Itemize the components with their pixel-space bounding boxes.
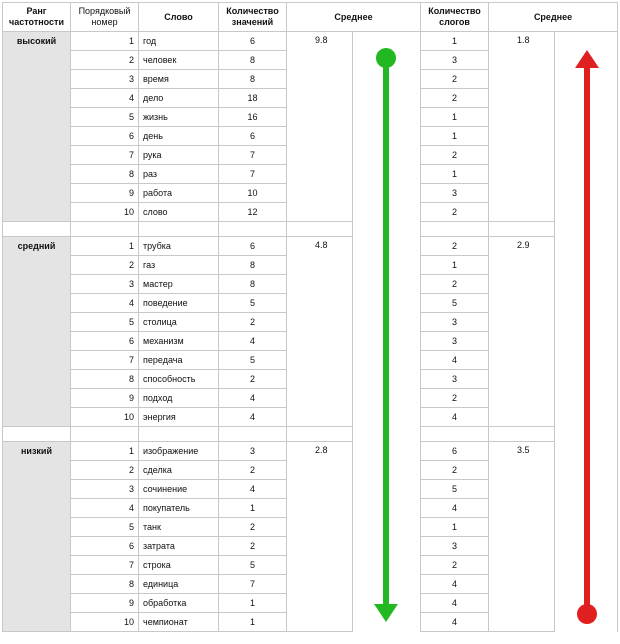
row-word: затрата: [139, 537, 219, 556]
header-syllables: Количество слогов: [421, 3, 489, 32]
table-row: [3, 442, 618, 461]
row-syllables: 4: [421, 594, 489, 613]
row-word: способность: [139, 370, 219, 389]
row-syllables: 5: [421, 480, 489, 499]
row-meanings: 8: [219, 256, 287, 275]
row-index: 9: [71, 389, 139, 408]
table-row: [3, 237, 618, 256]
row-index: 5: [71, 518, 139, 537]
row-syllables: 2: [421, 89, 489, 108]
rank-label: средний: [3, 237, 71, 427]
row-index: 6: [71, 127, 139, 146]
row-meanings: 6: [219, 237, 287, 256]
row-syllables: 5: [421, 294, 489, 313]
row-meanings: 6: [219, 32, 287, 51]
row-index: 2: [71, 256, 139, 275]
row-meanings: 7: [219, 146, 287, 165]
arrow-column: [353, 237, 421, 427]
row-word: передача: [139, 351, 219, 370]
row-word: год: [139, 32, 219, 51]
row-word: столица: [139, 313, 219, 332]
row-index: 4: [71, 499, 139, 518]
row-word: подход: [139, 389, 219, 408]
table-row: [3, 32, 618, 51]
row-index: 3: [71, 275, 139, 294]
arrow-column: [555, 237, 618, 427]
row-meanings: 8: [219, 70, 287, 89]
row-syllables: 3: [421, 332, 489, 351]
row-word: танк: [139, 518, 219, 537]
row-word: сочинение: [139, 480, 219, 499]
row-meanings: 4: [219, 408, 287, 427]
row-word: сделка: [139, 461, 219, 480]
row-meanings: 8: [219, 51, 287, 70]
group-spacer-row: [3, 222, 618, 237]
row-syllables: 1: [421, 165, 489, 184]
row-meanings: 16: [219, 108, 287, 127]
row-index: 3: [71, 70, 139, 89]
row-meanings: 7: [219, 575, 287, 594]
average-syllables: 1.8: [489, 32, 555, 222]
row-index: 5: [71, 313, 139, 332]
header-average-meanings: Среднее: [287, 3, 421, 32]
row-syllables: 1: [421, 32, 489, 51]
row-syllables: 4: [421, 613, 489, 632]
row-index: 9: [71, 184, 139, 203]
row-syllables: 3: [421, 313, 489, 332]
header-index: Порядковый номер: [71, 3, 139, 32]
row-meanings: 7: [219, 165, 287, 184]
row-meanings: 5: [219, 351, 287, 370]
average-syllables: 2.9: [489, 237, 555, 427]
row-syllables: 4: [421, 351, 489, 370]
arrow-column: [555, 442, 618, 632]
row-syllables: 4: [421, 408, 489, 427]
row-meanings: 12: [219, 203, 287, 222]
average-meanings: 9.8: [287, 32, 353, 222]
row-syllables: 2: [421, 389, 489, 408]
row-meanings: 4: [219, 332, 287, 351]
row-word: рука: [139, 146, 219, 165]
row-index: 10: [71, 203, 139, 222]
row-meanings: 5: [219, 294, 287, 313]
row-word: дело: [139, 89, 219, 108]
rank-label: высокий: [3, 32, 71, 222]
row-meanings: 5: [219, 556, 287, 575]
row-index: 1: [71, 32, 139, 51]
row-index: 4: [71, 89, 139, 108]
row-meanings: 8: [219, 275, 287, 294]
row-syllables: 2: [421, 237, 489, 256]
row-index: 6: [71, 537, 139, 556]
row-meanings: 2: [219, 313, 287, 332]
row-syllables: 3: [421, 537, 489, 556]
row-index: 4: [71, 294, 139, 313]
group-spacer-row: [3, 427, 618, 442]
row-index: 2: [71, 51, 139, 70]
average-meanings: 4.8: [287, 237, 353, 427]
row-word: человек: [139, 51, 219, 70]
row-index: 1: [71, 442, 139, 461]
row-syllables: 2: [421, 70, 489, 89]
row-meanings: 4: [219, 480, 287, 499]
row-meanings: 6: [219, 127, 287, 146]
row-word: изображение: [139, 442, 219, 461]
row-index: 10: [71, 408, 139, 427]
row-meanings: 10: [219, 184, 287, 203]
row-syllables: 3: [421, 370, 489, 389]
average-meanings: 2.8: [287, 442, 353, 632]
row-index: 10: [71, 613, 139, 632]
row-word: строка: [139, 556, 219, 575]
arrow-column: [353, 32, 421, 222]
row-syllables: 1: [421, 518, 489, 537]
row-syllables: 1: [421, 256, 489, 275]
row-word: день: [139, 127, 219, 146]
row-word: время: [139, 70, 219, 89]
row-index: 7: [71, 146, 139, 165]
row-syllables: 4: [421, 499, 489, 518]
row-word: жизнь: [139, 108, 219, 127]
row-word: механизм: [139, 332, 219, 351]
row-meanings: 1: [219, 613, 287, 632]
row-word: газ: [139, 256, 219, 275]
row-word: работа: [139, 184, 219, 203]
row-word: слово: [139, 203, 219, 222]
row-syllables: 4: [421, 575, 489, 594]
row-index: 3: [71, 480, 139, 499]
row-index: 2: [71, 461, 139, 480]
header-word: Слово: [139, 3, 219, 32]
row-index: 7: [71, 351, 139, 370]
arrow-column: [353, 442, 421, 632]
row-word: обработка: [139, 594, 219, 613]
row-word: чемпионат: [139, 613, 219, 632]
row-index: 8: [71, 165, 139, 184]
row-index: 5: [71, 108, 139, 127]
arrow-column: [555, 32, 618, 222]
row-meanings: 2: [219, 461, 287, 480]
row-syllables: 2: [421, 556, 489, 575]
row-word: раз: [139, 165, 219, 184]
row-word: трубка: [139, 237, 219, 256]
header-average-syllables: Среднее: [489, 3, 618, 32]
row-index: 8: [71, 370, 139, 389]
row-word: поведение: [139, 294, 219, 313]
row-syllables: 6: [421, 442, 489, 461]
row-index: 6: [71, 332, 139, 351]
row-syllables: 2: [421, 146, 489, 165]
row-syllables: 3: [421, 51, 489, 70]
row-meanings: 4: [219, 389, 287, 408]
header-rank: Ранг частотности: [3, 3, 71, 32]
row-syllables: 2: [421, 203, 489, 222]
row-syllables: 2: [421, 461, 489, 480]
header-row: [3, 3, 618, 32]
row-index: 1: [71, 237, 139, 256]
row-word: единица: [139, 575, 219, 594]
average-syllables: 3.5: [489, 442, 555, 632]
row-word: покупатель: [139, 499, 219, 518]
row-word: энергия: [139, 408, 219, 427]
row-syllables: 1: [421, 108, 489, 127]
row-meanings: 1: [219, 499, 287, 518]
row-meanings: 2: [219, 537, 287, 556]
row-index: 7: [71, 556, 139, 575]
row-syllables: 2: [421, 275, 489, 294]
row-meanings: 2: [219, 518, 287, 537]
table-body: [3, 32, 618, 632]
row-meanings: 1: [219, 594, 287, 613]
row-meanings: 3: [219, 442, 287, 461]
row-meanings: 2: [219, 370, 287, 389]
frequency-table: [2, 2, 618, 632]
row-meanings: 18: [219, 89, 287, 108]
row-syllables: 1: [421, 127, 489, 146]
row-index: 9: [71, 594, 139, 613]
row-index: 8: [71, 575, 139, 594]
rank-label: низкий: [3, 442, 71, 632]
row-word: мастер: [139, 275, 219, 294]
row-syllables: 3: [421, 184, 489, 203]
header-meanings: Количество значений: [219, 3, 287, 32]
